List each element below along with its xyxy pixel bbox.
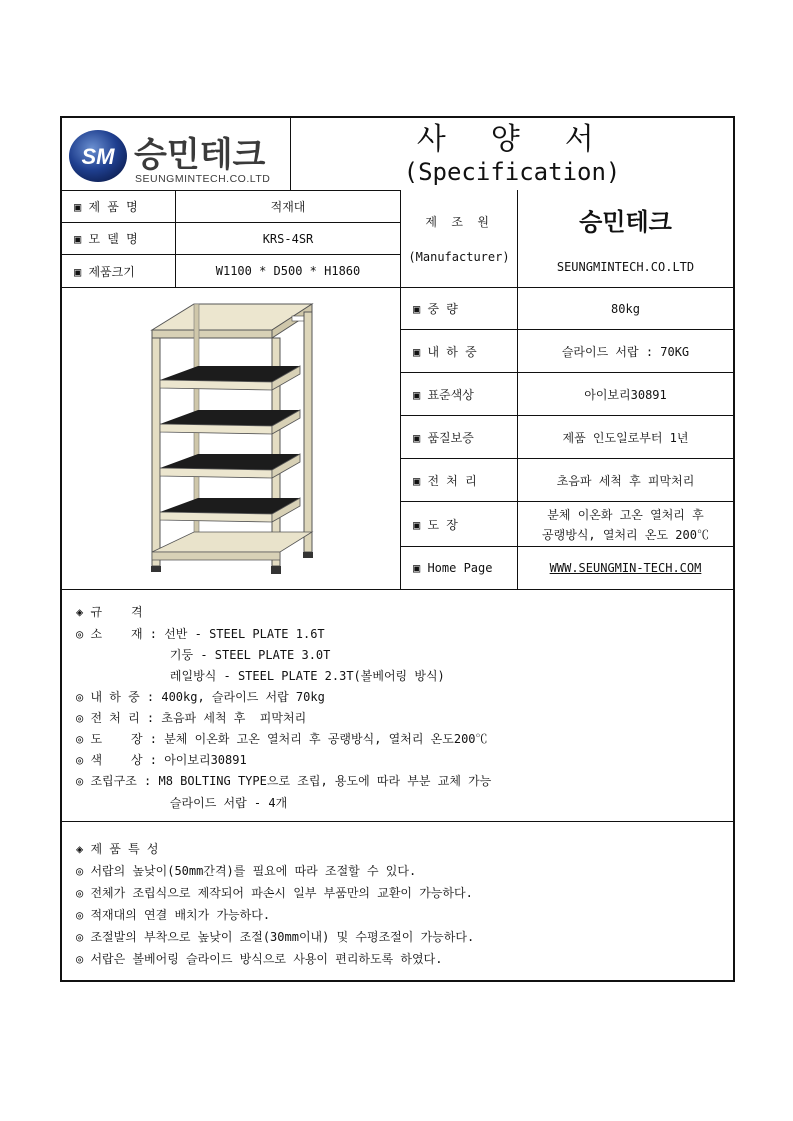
manufacturer-sub: SEUNGMINTECH.CO.LTD (556, 260, 695, 274)
spec-sheet (60, 116, 735, 982)
specs-heading: ◈ 규 격 (76, 605, 143, 619)
painting-value-line2: 공랭방식, 열처리 온도 200℃ (542, 527, 709, 542)
spec-line: 슬라이드 서랍 - 4개 (76, 796, 288, 810)
product-name-label: ▣ 제 품 명 (74, 200, 138, 214)
feature-line: ◎ 적재대의 연결 배치가 가능하다. (76, 908, 271, 922)
spec-line: ◎ 색 상 : 아이보리30891 (76, 753, 247, 767)
painting-value-line1: 분체 이온화 고온 열처리 후 (547, 507, 704, 522)
manufacturer-name: 승민테크 (579, 207, 672, 236)
model-name-label: ▣ 모 델 명 (74, 232, 138, 246)
homepage-link[interactable]: WWW.SEUNGMIN-TECH.COM (549, 561, 702, 575)
spec-line: ◎ 소 재 : 선반 - STEEL PLATE 1.6T (76, 627, 325, 641)
company-logo (68, 126, 286, 186)
homepage-label: ▣ Home Page (413, 561, 493, 575)
spec-line: ◎ 내 하 중 : 400kg, 슬라이드 서랍 70kg (76, 690, 325, 704)
warranty-label: ▣ 품질보증 (413, 430, 474, 445)
manufacturer-label: 제 조 원 (425, 214, 493, 229)
painting-label: ▣ 도 장 (413, 517, 458, 532)
svg-text:SEUNGMINTECH.CO.LTD: SEUNGMINTECH.CO.LTD (135, 173, 271, 185)
spec-line: ◎ 조립구조 : M8 BOLTING TYPE으로 조립, 용도에 따라 부분 교체 가능 (76, 774, 492, 788)
product-image (122, 294, 342, 586)
weight-value: 80kg (611, 301, 640, 316)
svg-text:승민테크: 승민테크 (134, 135, 266, 175)
load-capacity-value: 슬라이드 서랍 : 70KG (561, 344, 690, 359)
feature-line: ◎ 전체가 조립식으로 제작되어 파손시 일부 부품만의 교환이 가능하다. (76, 886, 473, 900)
pretreatment-label: ▣ 전 처 리 (413, 473, 477, 488)
feature-line: ◎ 서랍의 높낮이(50mm간격)를 필요에 따라 조절할 수 있다. (76, 864, 417, 878)
feature-line: ◎ 조절발의 부착으로 높낮이 조절(30mm이내) 및 수평조절이 가능하다. (76, 930, 475, 944)
warranty-value: 제품 인도일로부터 1년 (562, 430, 689, 445)
logo-emblem-icon (68, 126, 286, 186)
divider (62, 589, 733, 590)
pretreatment-value: 초음파 세척 후 피막처리 (556, 473, 695, 488)
shelf-rack-icon (122, 294, 342, 586)
divider (62, 821, 733, 822)
standard-color-label: ▣ 표준색상 (413, 387, 474, 402)
product-size-label: ▣ 제품크기 (74, 264, 135, 279)
spec-line: 기둥 - STEEL PLATE 3.0T (76, 648, 331, 662)
product-name-value: 적재대 (270, 200, 306, 214)
feature-line: ◎ 서랍은 볼베어링 슬라이드 방식으로 사용이 편리하도록 하였다. (76, 952, 443, 966)
features-heading: ◈ 제 품 특 성 (76, 842, 159, 856)
model-name-value: KRS-4SR (262, 231, 314, 246)
weight-label: ▣ 중 량 (413, 302, 458, 316)
svg-text:SM: SM (81, 144, 115, 169)
load-capacity-label: ▣ 내 하 중 (413, 344, 477, 359)
standard-color-value: 아이보리30891 (584, 387, 667, 402)
spec-line: ◎ 전 처 리 : 초음파 세척 후 피막처리 (76, 711, 307, 725)
painting-value (518, 502, 733, 546)
spec-line: 레일방식 - STEEL PLATE 2.3T(볼베어링 방식) (76, 669, 445, 683)
manufacturer-label-en: (Manufacturer) (408, 250, 510, 264)
spec-line: ◎ 도 장 : 분체 이온화 고온 열처리 후 공랭방식, 열처리 온도200℃ (76, 732, 488, 746)
title-english: (Specification) (403, 158, 621, 186)
product-size-value: W1100 * D500 * H1860 (215, 264, 361, 278)
title-korean: 사 양 서 (416, 122, 608, 157)
homepage-link-cell (518, 547, 733, 589)
